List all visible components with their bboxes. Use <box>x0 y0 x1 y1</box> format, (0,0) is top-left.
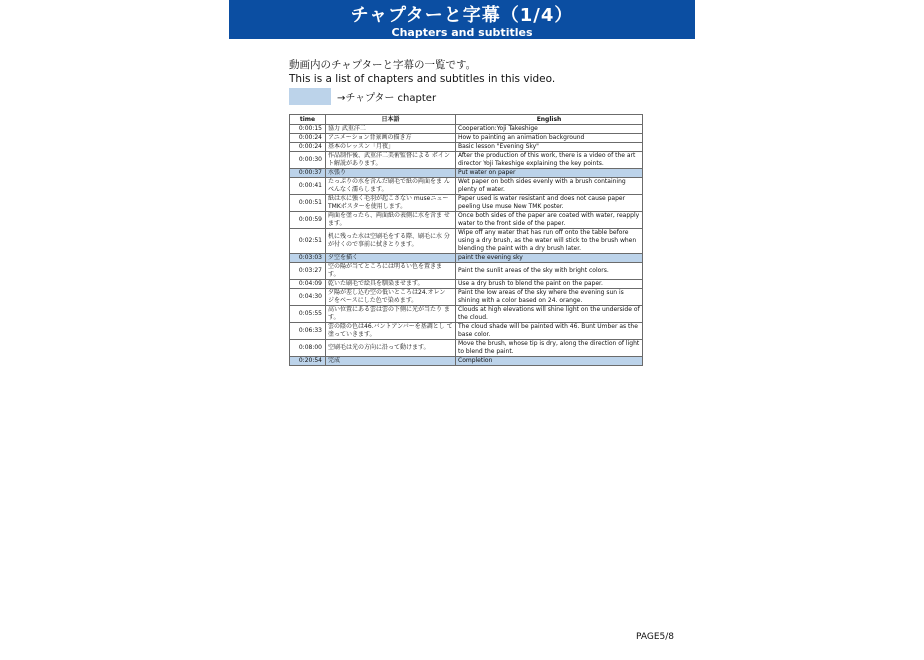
english-cell: After the production of this work, there is a video of the art director Yoji Takeshige explaining the key points. <box>456 152 643 169</box>
english-cell: Put water on paper <box>456 169 643 178</box>
header-japanese: 日本語 <box>326 115 456 125</box>
japanese-cell: 高い位置にある雲は雲の下側に光が当たり ます。 <box>326 306 456 323</box>
japanese-cell: 協力 武重洋二 <box>326 125 456 134</box>
table-row <box>290 263 643 280</box>
english-cell: Once both sides of the paper are coated with water, reapply water to the front side of the paper. <box>456 212 643 229</box>
japanese-cell: 作品制作後、武重洋二美術監督による ポイント解説があります。 <box>326 152 456 169</box>
english-cell: Wipe off any water that has run off onto the table before using a dry brush, as the water will stick to the brush when blending the paint with a dry brush later. <box>456 229 643 254</box>
table-row <box>290 134 643 143</box>
time-cell: 0:00:59 <box>290 212 326 229</box>
time-cell: 0:00:51 <box>290 195 326 212</box>
table-row <box>290 212 643 229</box>
time-cell: 0:03:27 <box>290 263 326 280</box>
japanese-cell: 完成 <box>326 357 456 366</box>
subtitle-table <box>289 114 643 366</box>
chapter-row <box>290 169 643 178</box>
time-cell: 0:00:41 <box>290 178 326 195</box>
japanese-cell: 雲の陰の色は46.バントアンバーを基調とし て塗っていきます。 <box>326 323 456 340</box>
japanese-cell: 基本のレッスン「月夜」 <box>326 143 456 152</box>
time-cell: 0:04:09 <box>290 280 326 289</box>
english-cell: Paint the low areas of the sky where the evening sun is shining with a color based on 24. orange. <box>456 289 643 306</box>
english-cell: paint the evening sky <box>456 254 643 263</box>
japanese-cell: 乾いた刷毛で絵具を馴染ませます。 <box>326 280 456 289</box>
japanese-cell: 空刷毛は光の方向に沿って動けます。 <box>326 340 456 357</box>
legend-label: →チャプター chapter <box>337 93 437 104</box>
english-cell: Completion <box>456 357 643 366</box>
page-subtitle: Chapters and subtitles <box>391 26 533 39</box>
english-cell: Move the brush, whose tip is dry, along the direction of light to blend the paint. <box>456 340 643 357</box>
header-english: English <box>456 115 643 125</box>
intro-text <box>289 58 555 86</box>
chapter-legend <box>289 88 436 105</box>
time-cell: 0:03:03 <box>290 254 326 263</box>
table-row <box>290 340 643 357</box>
table-row <box>290 152 643 169</box>
english-cell: Use a dry brush to blend the paint on the paper. <box>456 280 643 289</box>
japanese-cell: たっぷりの水を含んだ刷毛で紙の両面をま んべんなく濡らします。 <box>326 178 456 195</box>
table-row <box>290 323 643 340</box>
japanese-cell: 夕陽が差し込む空の低いところは24.オレン ジをベースにした色で染めます。 <box>326 289 456 306</box>
english-cell: Wet paper on both sides evenly with a brush containing plenty of water. <box>456 178 643 195</box>
time-cell: 0:00:37 <box>290 169 326 178</box>
time-cell: 0:05:55 <box>290 306 326 323</box>
table-row <box>290 178 643 195</box>
japanese-cell: 机に残った水は空刷毛をする際、刷毛に水 分が付くので事前に拭きとります。 <box>326 229 456 254</box>
english-cell: Clouds at high elevations will shine light on the underside of the cloud. <box>456 306 643 323</box>
table-header-row <box>290 115 643 125</box>
page-title: チャプターと字幕（1/4） <box>350 5 574 26</box>
time-cell: 0:00:24 <box>290 143 326 152</box>
japanese-cell: 両面を塗ったら、両面紙の表側に水を含ま せます。 <box>326 212 456 229</box>
table-row <box>290 195 643 212</box>
english-cell: How to painting an animation background <box>456 134 643 143</box>
intro-line-ja: 動画内のチャプターと字幕の一覧です。 <box>289 59 477 71</box>
chapter-row <box>290 254 643 263</box>
time-cell: 0:04:30 <box>290 289 326 306</box>
chapter-row <box>290 357 643 366</box>
time-cell: 0:00:15 <box>290 125 326 134</box>
time-cell: 0:00:24 <box>290 134 326 143</box>
header-banner <box>229 0 695 39</box>
time-cell: 0:02:51 <box>290 229 326 254</box>
table-row <box>290 289 643 306</box>
english-cell: The cloud shade will be painted with 46. Bunt Umber as the base color. <box>456 323 643 340</box>
time-cell: 0:20:54 <box>290 357 326 366</box>
japanese-cell: アニメーション背景画の描き方 <box>326 134 456 143</box>
table-row <box>290 306 643 323</box>
time-cell: 0:06:33 <box>290 323 326 340</box>
table-row <box>290 280 643 289</box>
japanese-cell: 紙は水に強く毛羽が起こさない museニューTMKポスターを使用します。 <box>326 195 456 212</box>
english-cell: Cooperation:Yoji Takeshige <box>456 125 643 134</box>
english-cell: Basic lesson "Evening Sky" <box>456 143 643 152</box>
english-cell: Paint the sunlit areas of the sky with bright colors. <box>456 263 643 280</box>
table-row <box>290 143 643 152</box>
intro-line-en: This is a list of chapters and subtitles in this video. <box>289 73 556 85</box>
chapter-color-swatch <box>289 88 331 105</box>
table-row <box>290 229 643 254</box>
header-time: time <box>290 115 326 125</box>
english-cell: Paper used is water resistant and does not cause paper peeling Use muse New TMK poster. <box>456 195 643 212</box>
table-row <box>290 125 643 134</box>
japanese-cell: 水張り <box>326 169 456 178</box>
time-cell: 0:00:30 <box>290 152 326 169</box>
time-cell: 0:08:00 <box>290 340 326 357</box>
page-number: PAGE5/8 <box>636 632 674 642</box>
japanese-cell: 夕空を描く <box>326 254 456 263</box>
japanese-cell: 空の陽が当てところには明るい色を置きま す。 <box>326 263 456 280</box>
